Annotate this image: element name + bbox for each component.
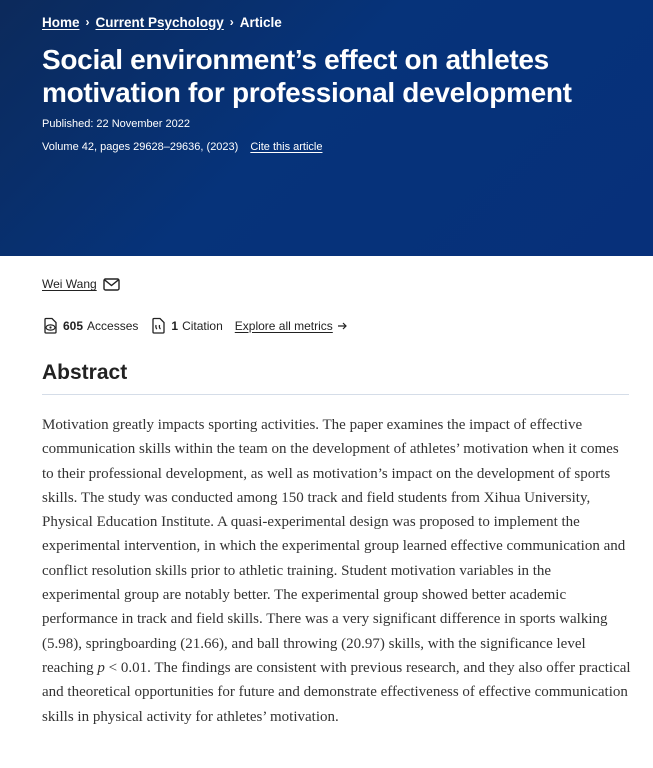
accesses-label: Accesses [87,318,139,333]
breadcrumb-home-link[interactable]: Home [42,14,80,30]
article-header [0,0,653,256]
breadcrumb-chevron-icon: › [85,15,90,29]
arrow-right-icon [337,321,348,331]
author-line [42,277,120,291]
breadcrumb-current: Article [239,14,282,30]
explore-metrics-link[interactable] [235,319,348,333]
volume-info [42,141,322,153]
explore-metrics-label: Explore all metrics [234,318,333,333]
accesses-icon [42,317,59,334]
cite-article-link[interactable]: Cite this article [250,141,323,153]
abstract-text-part2: < 0.01. The findings are consistent with previous research, and they also offer practical and theoretical opportunities for future and demonstrate effectiveness of effective communication skills in physical activity for athletes’ motivation. [42,659,631,725]
citations-label: Citation [182,318,223,333]
section-divider [42,394,629,395]
citation-icon [150,317,167,334]
article-title: Social environment’s effect on athletes motivation for professional development [42,44,572,108]
article-metrics [42,317,348,334]
abstract-heading: Abstract [42,361,128,384]
citations-metric [150,317,222,334]
accesses-metric [42,317,138,334]
breadcrumb [42,12,282,32]
volume-pages: Volume 42, pages 29628–29636, (2023) [42,141,239,153]
abstract-text [42,413,632,729]
citations-count: 1 [171,318,179,333]
breadcrumb-journal-link[interactable]: Current Psychology [95,14,224,30]
accesses-count: 605 [63,318,84,333]
published-date: Published: 22 November 2022 [42,118,190,130]
p-value-symbol: p [97,659,105,676]
author-name-link[interactable]: Wei Wang [42,277,97,291]
envelope-icon[interactable] [103,278,120,291]
breadcrumb-chevron-icon: › [229,15,234,29]
abstract-text-part1: Motivation greatly impacts sporting activities. The paper examines the impact of effective communication skills within the team on the development of athletes’ motivation when it comes to their professional development, as well as motivation’s impact on the development of sports skills. The study was conducted among 150 track and field students from Xihua University, Physical Education Institute. A quasi-experimental design was proposed to implement the experimental intervention, in which the experimental group learned effective communication and conflict resolution skills prior to athletic training. Student motivation variables in the experimental group are notably better. The experimental group showed better academic performance in track and field skills. There was a very significant difference in sports walking (5.98), springboarding (21.66), and ball throwing (20.97) skills, with the significance level reaching [42,417,626,676]
